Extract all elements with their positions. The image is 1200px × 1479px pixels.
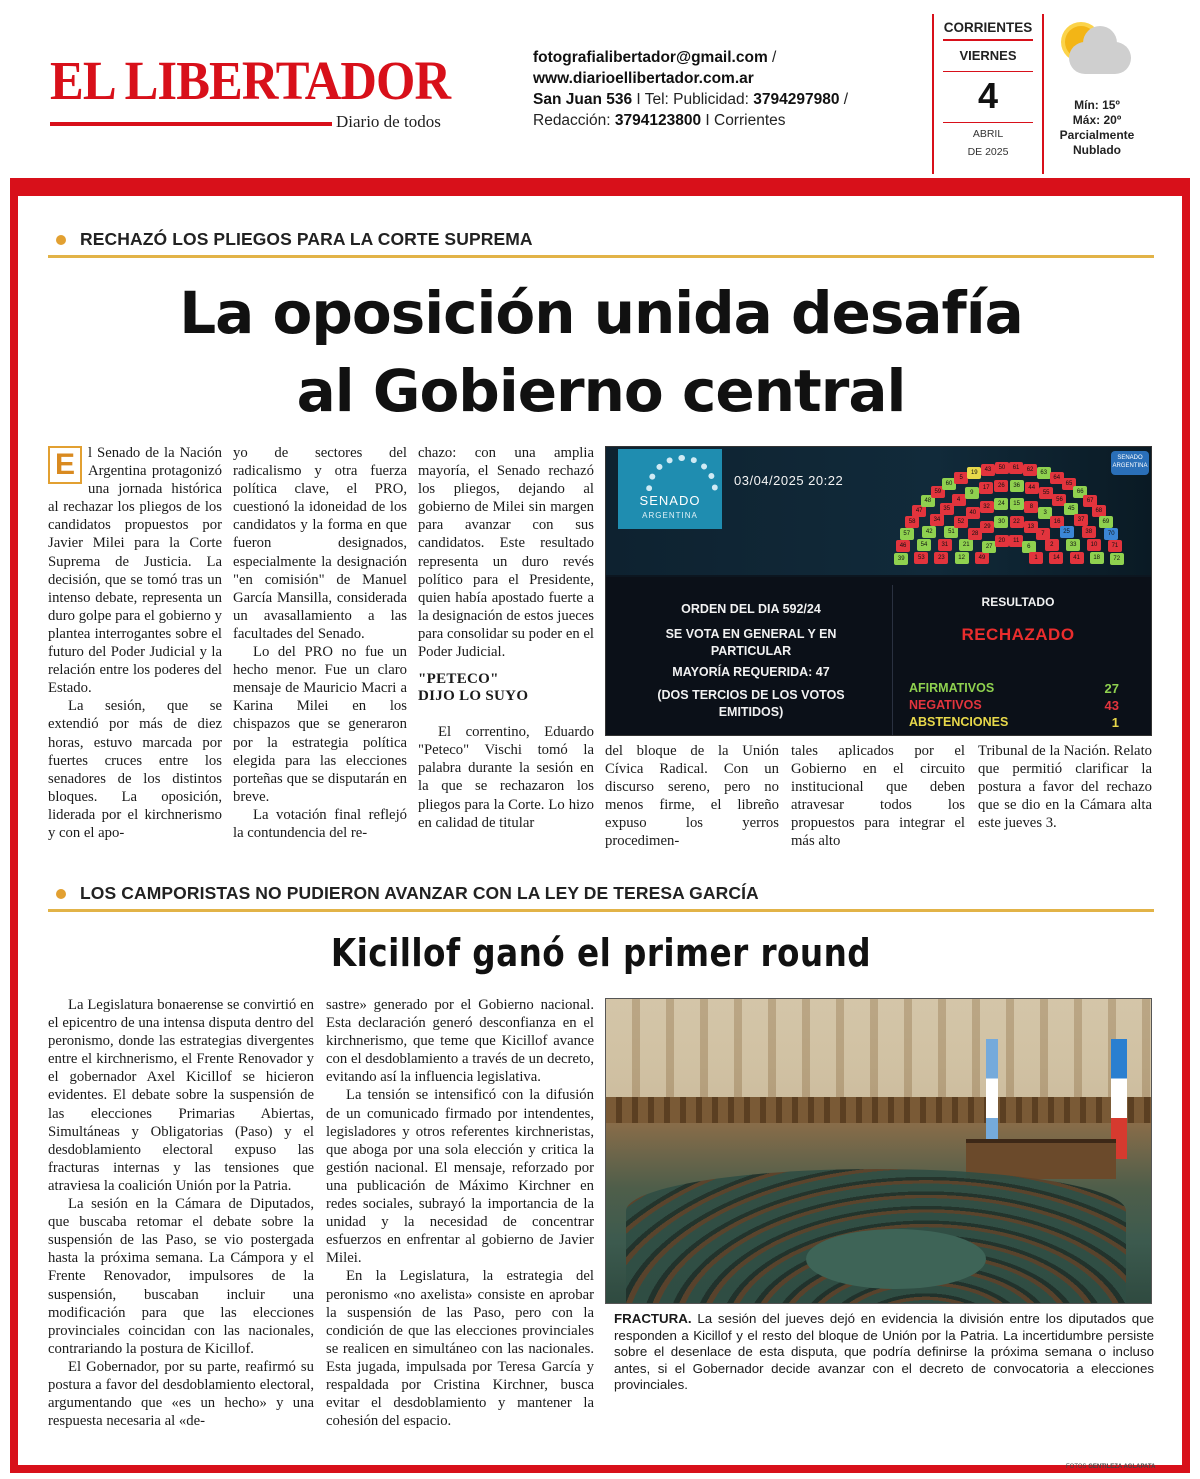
seat-marker: 72 — [1110, 553, 1124, 565]
seat-marker: 26 — [994, 480, 1008, 492]
afirmativos-label: AFIRMATIVOS — [909, 681, 995, 695]
date-city: CORRIENTES — [943, 20, 1033, 35]
seat-marker: 21 — [959, 539, 973, 551]
seat-marker: 47 — [912, 505, 926, 517]
cloud-shape — [1069, 42, 1131, 74]
seat-marker: 56 — [1052, 494, 1066, 506]
seat-marker: 41 — [1070, 552, 1084, 564]
contact-tel-label: I Tel: Publicidad: — [632, 91, 754, 108]
seat-marker: 63 — [1037, 467, 1051, 479]
contact-tel-publicidad: 3794297980 — [753, 91, 840, 108]
seat-marker: 33 — [1066, 539, 1080, 551]
badge-line: SENADO — [1117, 455, 1143, 461]
contact-tel-redaccion: 3794123800 — [614, 112, 702, 129]
seat-marker: 70 — [1104, 528, 1118, 540]
negativos-label: NEGATIVOS — [909, 698, 982, 712]
board-top — [606, 447, 1152, 575]
paragraph: Tribunal de la Nación. Relato que permitió clarificar la postura a favor del rechazo que se dio en la Cámara alta este jueves 3. — [978, 743, 1152, 832]
chamber-wall — [606, 999, 1152, 1109]
seat-marker: 10 — [1087, 539, 1101, 551]
seat-marker: 38 — [1082, 526, 1096, 538]
legislature-session-photo[interactable] — [605, 998, 1152, 1304]
seat-hemicycle — [864, 447, 1152, 575]
seat-marker: 12 — [955, 552, 969, 564]
credit-name: GENTILEZA AGLAPATA — [1088, 1464, 1156, 1470]
abstenciones-label: ABSTENCIONES — [909, 715, 1009, 729]
seat-marker: 49 — [975, 552, 989, 564]
partly-cloudy-icon — [1057, 20, 1137, 82]
seat-marker: 3 — [1038, 507, 1052, 519]
seat-marker: 31 — [938, 539, 952, 551]
seat-marker: 67 — [1083, 495, 1097, 507]
contact-address: San Juan 536 — [533, 91, 633, 108]
contact-email[interactable]: fotografialibertador@gmail.com — [533, 49, 768, 66]
seat-marker: 65 — [1062, 478, 1076, 490]
paragraph: El Gobernador, por su parte, reafirmó su postura a favor del desdoblamiento electoral, argumentando que «es un hecho» y una respuesta necesaria al «de- — [48, 1358, 314, 1430]
divider — [943, 39, 1033, 41]
subhead-line: "PETECO" — [418, 671, 499, 688]
seat-marker: 17 — [979, 482, 993, 494]
seat-marker: 24 — [994, 498, 1008, 510]
mayoria-requerida: MAYORÍA REQUERIDA: 47 — [672, 665, 830, 679]
seat-marker: 62 — [1023, 464, 1037, 476]
negativos-count: 43 — [1104, 698, 1119, 713]
weather-condition: Parcialmente — [1059, 128, 1135, 142]
afirmativos-count: 27 — [1104, 681, 1119, 696]
seat-marker: 23 — [934, 552, 948, 564]
kicker-text: RECHAZÓ LOS PLIEGOS PARA LA CORTE SUPREMA — [80, 229, 533, 249]
divider — [943, 122, 1033, 123]
date-weekday: VIERNES — [959, 48, 1017, 63]
vote-mode: PARTICULAR — [710, 644, 792, 658]
headline-line: La oposición unida desafía — [179, 279, 1023, 347]
seat-marker: 20 — [995, 535, 1009, 547]
senado-badge — [1111, 451, 1149, 475]
orden-del-dia: ORDEN DEL DIA 592/24 — [681, 602, 821, 616]
seat-marker: 61 — [1009, 462, 1023, 474]
seat-marker: 15 — [1010, 498, 1024, 510]
seat-marker: 48 — [921, 495, 935, 507]
paragraph: En la Legislatura, la estrategia del peronismo «no axelista» consiste en aprobar la suspensión de las Paso, pero con la condición de que las elecciones provinciales se realicen en simultáneo con las nacionales. Esta jugada, impulsada por Teresa García y respaldada por Cristina Kirchner, busca evitar el desdoblamiento y mantener la cohesión del espacio. — [326, 1268, 594, 1430]
article1-column-1 — [48, 444, 222, 842]
seat-marker: 54 — [917, 539, 931, 551]
hemicycle-icon — [646, 455, 718, 491]
seat-marker: 30 — [994, 516, 1008, 528]
weather-max: Máx: 20º — [1072, 113, 1122, 127]
seat-marker: 45 — [1064, 503, 1078, 515]
seat-marker: 58 — [905, 516, 919, 528]
seat-marker: 39 — [894, 553, 908, 565]
seat-marker: 32 — [980, 501, 994, 513]
contact-sep: / — [839, 91, 849, 108]
weather-min: Mín: 15º — [1074, 98, 1120, 112]
logo-title: EL LIBERTADOR — [50, 50, 451, 111]
paragraph: yo de sectores del radicalismo y otra fuerza política clave, el PRO, cuestionó la idoneidad de los candidatos y la forma en que fueron designados, especialmente la designación "en comisión" de Manuel García Mansilla, considerada un avasallamiento a las facultades del Senado. — [233, 445, 407, 642]
seat-marker: 71 — [1108, 540, 1122, 552]
article2-column-1 — [48, 996, 314, 1430]
article1-column-5 — [791, 742, 965, 851]
seat-marker: 35 — [940, 503, 954, 515]
paragraph: sastre» generado por el Gobierno nacional. Esta declaración generó desconfianza en el kirchnerismo, que teme que Kicillof avance con el desdoblamiento a través de un decreto, evitando así la influencia legislativa. — [326, 997, 594, 1086]
photo-credit — [1066, 1464, 1155, 1470]
senado-title: SENADO — [639, 493, 701, 508]
contact-sep: / — [767, 49, 777, 66]
result-label: RESULTADO — [981, 595, 1055, 609]
drop-cap: E — [48, 446, 82, 484]
seat-marker: 2 — [1045, 539, 1059, 551]
bullet-icon — [56, 889, 66, 899]
paragraph: La Legislatura bonaerense se convirtió en el epicentro de una intensa disputa dentro del peronismo, donde las estrategias divergentes entre el kirchnerismo, el Frente Renovador y el gobernador Axel Kicillof se hicieron evidentes. El debate sobre la suspensión de las elecciones Primarias Abiertas, Simultáneas y Obligatorias (Paso) y el desdoblamiento electoral expuso las fracturas internas y las tensiones que atraviesa la coalición Unión por la Patria. — [48, 997, 314, 1194]
article2-kicker — [48, 878, 1154, 912]
paragraph: La sesión en la Cámara de Diputados, que buscaba retomar el debate sobre la suspensión de las Paso, se vio postergada hasta la próxima semana. La Cámpora y el Frente Renovador, impulsores de la suspensión, buscaban incluir una modificación para que las elecciones provinciales coincidan con las nacionales, contrariando la postura de Kicillof. — [48, 1196, 314, 1357]
paragraph: tales aplicados por el Gobierno en el circuito institucional que deben atravesar todos los propuestos para integrar el más alto — [791, 743, 965, 850]
article2-headline[interactable]: Kicillof ganó el primer round — [330, 931, 872, 975]
contact-website[interactable]: www.diarioellibertador.com.ar — [533, 70, 754, 87]
seat-marker: 6 — [1022, 541, 1036, 553]
seat-marker: 8 — [1024, 501, 1038, 513]
seat-marker: 27 — [982, 541, 996, 553]
vote-result — [892, 585, 1142, 735]
vote-datetime: 03/04/2025 20:22 — [734, 473, 844, 488]
subhead-line: DIJO LO SUYO — [418, 688, 529, 705]
kicker-text: LOS CAMPORISTAS NO PUDIERON AVANZAR CON LA LEY DE TERESA GARCÍA — [80, 883, 759, 903]
article1-column-2 — [233, 444, 407, 842]
seat-marker: 57 — [900, 528, 914, 540]
seat-marker: 22 — [1010, 516, 1024, 528]
seat-marker: 50 — [995, 462, 1009, 474]
article1-column-4 — [605, 742, 779, 851]
paragraph: La votación final reflejó la contundencia del re- — [233, 806, 407, 841]
seat-marker: 59 — [931, 486, 945, 498]
seat-marker: 66 — [1073, 486, 1087, 498]
seat-marker: 55 — [1039, 487, 1053, 499]
senate-vote-board-photo[interactable] — [605, 446, 1152, 736]
seat-marker: 19 — [967, 467, 981, 479]
vote-details — [620, 585, 882, 735]
chamber-floor — [806, 1229, 986, 1289]
photo-caption — [614, 1311, 1154, 1394]
seat-marker: 7 — [1036, 528, 1050, 540]
seat-marker: 52 — [954, 516, 968, 528]
subhead — [418, 671, 594, 705]
article1-headline[interactable] — [48, 274, 1154, 430]
logo-tagline: Diario de todos — [336, 112, 441, 131]
dos-tercios: EMITIDOS) — [718, 705, 784, 719]
masthead — [0, 0, 1200, 178]
seat-marker: 25 — [1060, 526, 1074, 538]
chamber-balcony — [606, 1097, 1152, 1123]
seat-marker: 16 — [1050, 516, 1064, 528]
article1-kicker — [48, 224, 1154, 258]
result-value: RECHAZADO — [961, 625, 1075, 644]
weather-condition: Nublado — [1073, 143, 1121, 157]
paragraph: La tensión se intensificó con la difusión de un comunicado firmado por intendentes, legisladores y otros referentes kirchneristas, que aboga por una sola elección y critica la gestión nacional. El mensaje, reforzado por una publicación de Máximo Kirchner en redes sociales, subrayó la importancia de la unidad y la necesidad de concentrar esfuerzos en enfrentar al gobierno de Javier Milei. — [326, 1087, 594, 1267]
seat-marker: 9 — [965, 487, 979, 499]
seat-marker: 60 — [942, 478, 956, 490]
vote-mode: SE VOTA EN GENERAL Y EN — [665, 627, 837, 641]
weather-widget — [1052, 20, 1142, 170]
seat-marker: 36 — [1010, 480, 1024, 492]
dos-tercios: (DOS TERCIOS DE LOS VOTOS — [657, 688, 845, 702]
seat-marker: 53 — [914, 552, 928, 564]
caption-lead: FRACTURA. — [614, 1311, 692, 1326]
bullet-icon — [56, 235, 66, 245]
contact-city: I Corrientes — [701, 112, 786, 129]
article1-column-6 — [978, 742, 1152, 832]
header-band — [10, 178, 1190, 196]
seat-marker: 42 — [922, 526, 936, 538]
seat-marker: 51 — [944, 526, 958, 538]
contact-info — [533, 47, 863, 131]
seat-marker: 11 — [1009, 535, 1023, 547]
board-bottom — [606, 577, 1152, 736]
caption-text: La sesión del jueves dejó en evidencia la división entre los diputados que responden a Kicillof y el resto del bloque de Unión por la Patria. La incertidumbre persiste sobre el desenlace de esta disputa, que podría definirse la próxima semana o incluso antes, si el Gobernador decide avanzar con el decreto de convocatoria a elecciones provinciales. — [614, 1311, 1154, 1392]
seat-marker: 68 — [1092, 505, 1106, 517]
seat-marker: 43 — [981, 464, 995, 476]
seat-marker: 64 — [1050, 472, 1064, 484]
paragraph: El correntino, Eduardo "Peteco" Vischi tomó la palabra durante la sesión en la que se rechazaron los pliegos para la Corte. Lo hizo en calidad de titular — [418, 724, 594, 831]
paragraph: chazo: con una amplia mayoría, el Senado rechazó los pliegos, dejando al gobierno de Milei sin margen para avanzar con sus candidatos. Este resultado representa un duro revés político para el Presidente, quien había apostado fuerte a la designación de estos jueces para consolidar su poder en el Poder Judicial. — [418, 445, 594, 661]
seat-marker: 4 — [952, 494, 966, 506]
seat-marker: 28 — [968, 528, 982, 540]
logo-underline — [50, 122, 332, 126]
seat-marker: 13 — [1024, 521, 1038, 533]
seat-marker: 18 — [1090, 552, 1104, 564]
date-box — [932, 14, 1044, 174]
seat-marker: 44 — [1025, 482, 1039, 494]
paragraph: Lo del PRO no fue un hecho menor. Fue un claro mensaje de Mauricio Macri a Karina Milei en los chispazos que se generaron por la estrategia política elegida para las elecciones porteñas que se disputarán en breve. — [233, 644, 407, 805]
badge-line: ARGENTINA — [1112, 463, 1148, 469]
date-year: DE 2025 — [967, 146, 1009, 158]
headline-line: al Gobierno central — [296, 357, 906, 425]
abstenciones-count: 1 — [1111, 715, 1119, 730]
seat-marker: 40 — [966, 507, 980, 519]
date-month: ABRIL — [972, 128, 1004, 140]
divider — [943, 71, 1033, 72]
seat-marker: 46 — [896, 540, 910, 552]
paragraph-text: l Senado de la Nación Argentina protagonizó una jornada histórica al rechazar los pliegos de los candidatos propuestos por Javier Milei para la Corte Suprema de Justicia. La decisión, que se tomó tras un intenso debate, representa un duro golpe para el gobierno y plantea interrogantes sobre el futuro del Poder Judicial y la relación entre los poderes del Estado. — [48, 445, 222, 697]
senado-logo — [618, 449, 722, 529]
seat-marker: 29 — [980, 521, 994, 533]
paragraph — [48, 444, 222, 697]
paragraph: del bloque de la Unión Cívica Radical. Con un discurso sereno, pero no menos firme, el libreño expuso los yerros procedimen- — [605, 743, 779, 850]
article2-column-2 — [326, 996, 594, 1430]
seat-marker: 1 — [1029, 552, 1043, 564]
paragraph: La sesión, que se extendió por más de diez horas, estuvo marcada por fuertes cruces entre los senadores de los distintos bloques. La oposición, liderada por el kirchnerismo y con el apo- — [48, 698, 222, 841]
seat-marker: 34 — [930, 514, 944, 526]
seat-marker: 14 — [1049, 552, 1063, 564]
date-day: 4 — [977, 75, 999, 116]
contact-redaccion-label: Redacción: — [533, 112, 615, 129]
seat-marker: 5 — [954, 472, 968, 484]
seat-marker: 37 — [1074, 514, 1088, 526]
newspaper-logo[interactable] — [50, 50, 455, 140]
seat-marker: 69 — [1099, 516, 1113, 528]
credit-label: FOTOS — [1066, 1464, 1089, 1470]
article1-column-3 — [418, 444, 594, 832]
senado-subtitle: ARGENTINA — [642, 511, 698, 520]
